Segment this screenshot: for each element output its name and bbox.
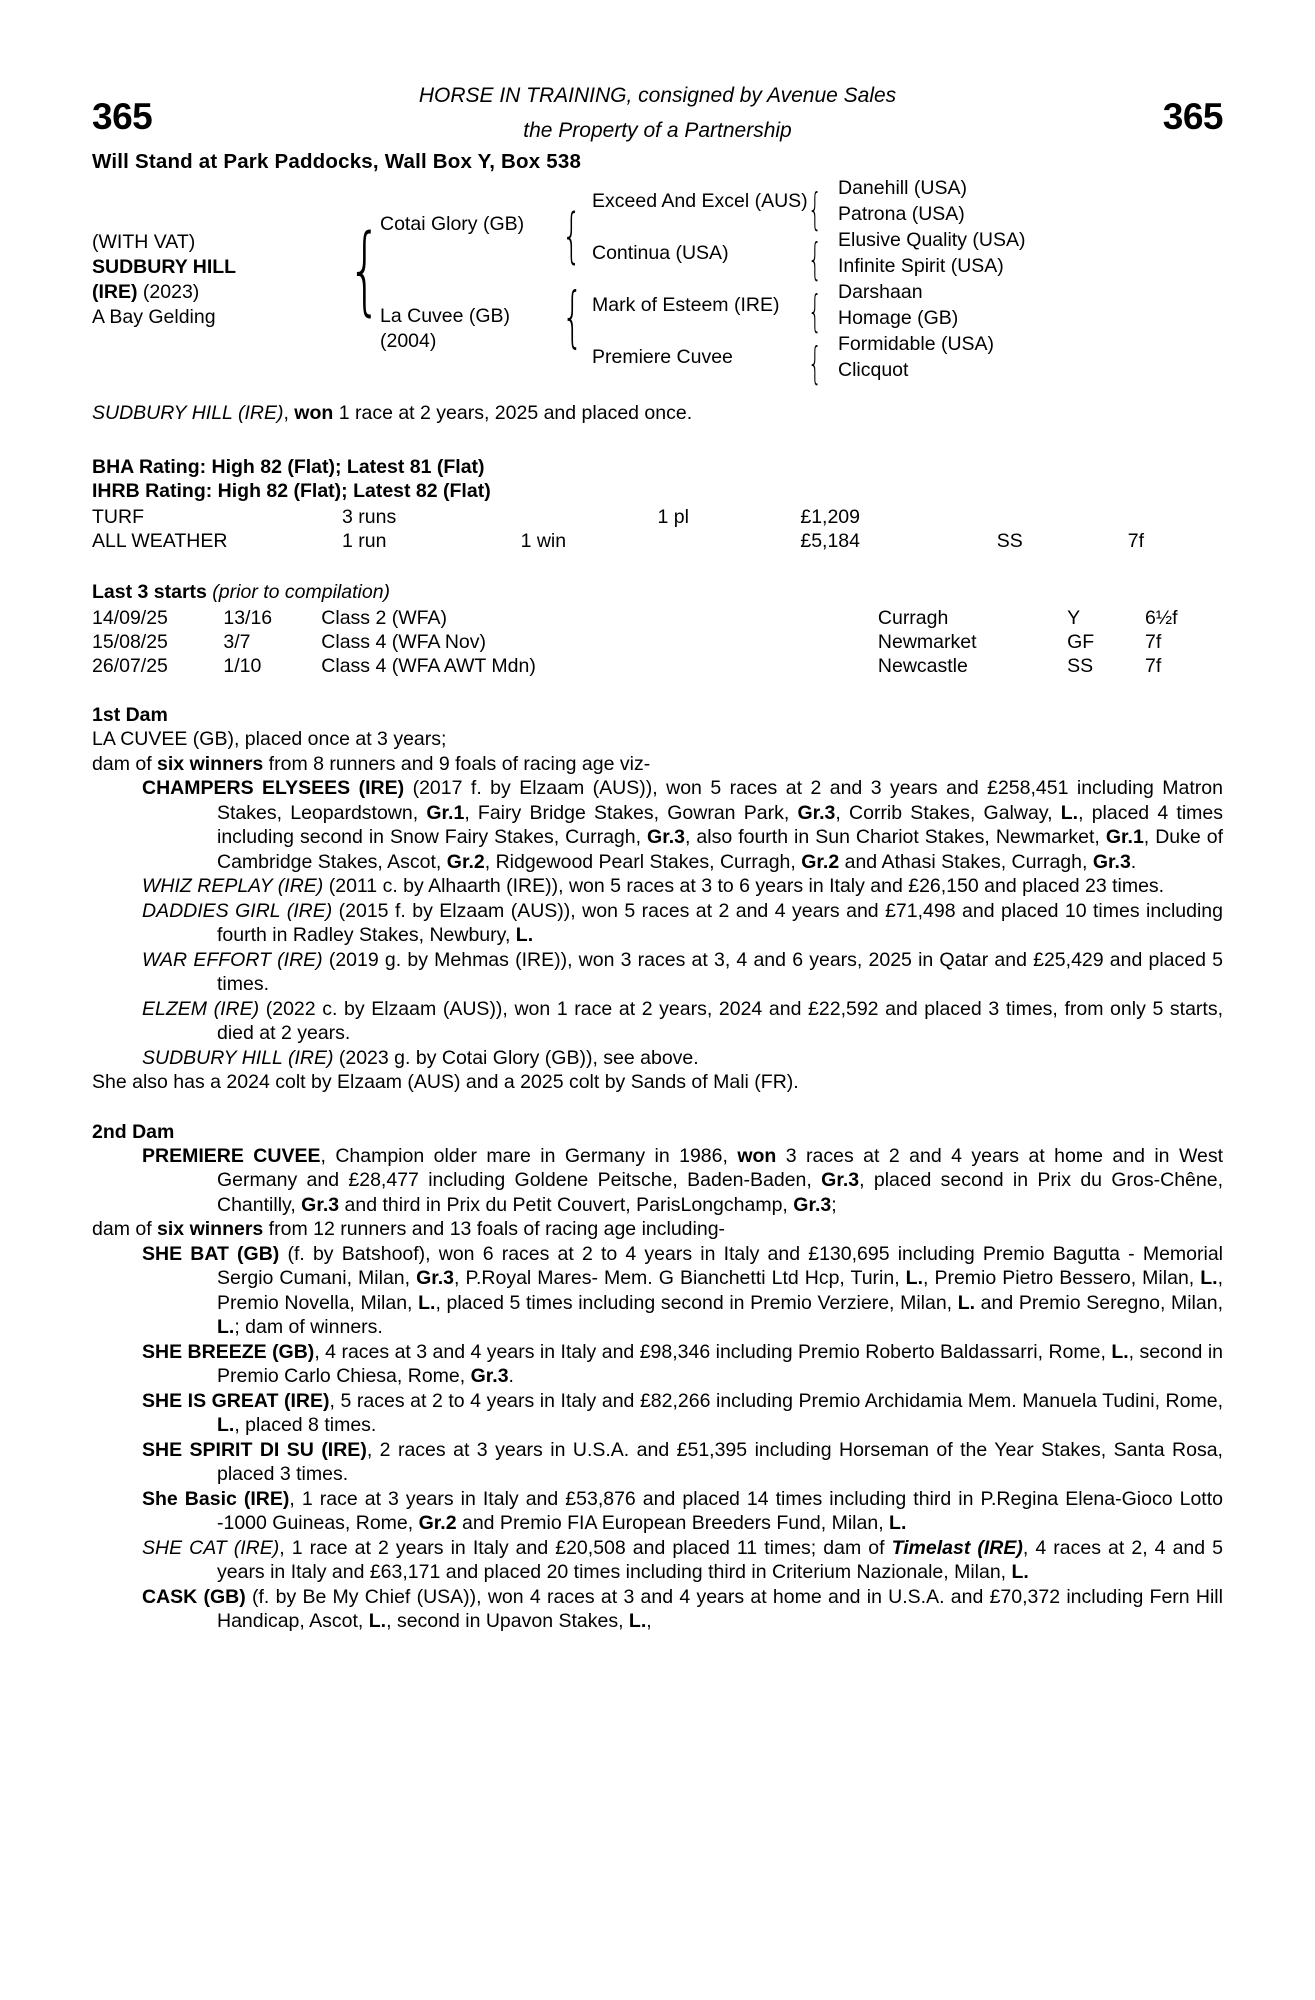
brace-level3-c: { xyxy=(808,286,822,337)
surface-type: TURF xyxy=(92,506,144,528)
progeny-text: (2017 f. by Elzaam (AUS)), won 5 races at 2 and 3 years and £258,451 including Matron Stakes, Leopardstown, Gr.1, Fairy Bridge Stakes, Gowran Park, Gr.3, Corrib Stakes, Galway, L., placed 4 times including second in Snow Fairy Stakes, Curragh, Gr.3, also fourth in Sun Chariot Stakes, Newmarket, Gr.1, Duke of Cambridge Stakes, Ascot, Gr.2, Ridgewood Pearl Stakes, Curragh, Gr.2 and Athasi Stakes, Curragh, Gr.3. xyxy=(217,777,1223,873)
sire-name: Cotai Glory (GB) xyxy=(380,213,525,235)
surface-places xyxy=(657,529,800,553)
second-dam-name: PREMIERE CUVEE xyxy=(142,1144,321,1167)
brace-level3-a: { xyxy=(808,184,822,235)
progeny-name: SHE SPIRIT DI SU (IRE) xyxy=(142,1438,367,1461)
progeny-text: (2023 g. by Cotai Glory (GB)), see above. xyxy=(333,1046,699,1069)
start-course: Newcastle xyxy=(877,655,968,677)
dam-sire: Mark of Esteem (IRE) xyxy=(592,294,780,316)
property-line: the Property of a Partnership xyxy=(523,119,792,142)
progeny-entry xyxy=(142,776,1223,874)
surface-wins: 1 win xyxy=(520,530,567,552)
progeny-entry xyxy=(142,1438,1223,1487)
table-row xyxy=(92,630,1223,654)
progeny-text: (2011 c. by Alhaarth (IRE)), won 5 races at 3 to 6 years in Italy and £26,150 and placed 23 times. xyxy=(323,875,1165,897)
great-granddam-4: Clicquot xyxy=(838,359,909,381)
table-row xyxy=(92,606,1223,630)
progeny-text: (f. by Batshoof), won 6 races at 2 to 4 years in Italy and £130,695 including Premio Bagutta - Memorial Sergio Cumani, Milan, Gr.3, P.Royal Mares- Mem. G Bianchetti Ltd Hcp, Turin, L., Premio Pietro Bessero, Milan, L., Premio Novella, Milan, L., placed 5 times including second in Premio Verziere, Milan, L. and Premio Seregno, Milan, L.; dam of winners. xyxy=(217,1242,1223,1338)
horse-description: A Bay Gelding xyxy=(92,306,216,328)
brace-level3-b: { xyxy=(808,234,822,285)
last-starts-subtitle: (prior to compilation) xyxy=(206,581,391,603)
bha-rating: BHA Rating: High 82 (Flat); Latest 81 (Flat) xyxy=(92,456,485,478)
lot-number-right: 365 xyxy=(1162,96,1223,137)
brace-level1: { xyxy=(348,214,382,326)
dam-dam: Premiere Cuvee xyxy=(592,346,733,368)
surface-earnings: £5,184 xyxy=(800,530,860,552)
dam-of-post: from 12 runners and 13 foals of racing age including- xyxy=(263,1218,726,1240)
race-summary xyxy=(92,402,1223,425)
dam-of-post: from 8 runners and 9 foals of racing age viz- xyxy=(263,752,651,775)
progeny-name: CASK (GB) xyxy=(142,1585,246,1608)
horse-name: SUDBURY HILL xyxy=(92,256,237,278)
progeny-entry xyxy=(142,899,1223,948)
sire-dam: Continua (USA) xyxy=(592,242,729,264)
start-position: 13/16 xyxy=(223,607,273,629)
brace-level2-sire: { xyxy=(562,201,582,271)
progeny-entry xyxy=(142,1046,1223,1071)
start-distance: 6½f xyxy=(1145,607,1178,629)
surface-distance: 7f xyxy=(1127,530,1144,552)
great-grandsire-1: Danehill (USA) xyxy=(838,177,967,199)
first-dam-intro-1: LA CUVEE (GB), placed once at 3 years; xyxy=(92,728,447,750)
start-race: Class 2 (WFA) xyxy=(321,607,447,629)
pedigree-chart xyxy=(92,177,1223,389)
great-granddam-3: Homage (GB) xyxy=(838,307,959,329)
surface-runs: 1 run xyxy=(342,530,387,552)
sire-sire: Exceed And Excel (AUS) xyxy=(592,190,808,212)
dam-name: La Cuvee (GB) xyxy=(380,305,511,327)
first-dam-intro-2 xyxy=(92,752,1223,777)
progeny-entry xyxy=(142,1242,1223,1340)
start-going: Y xyxy=(1067,607,1081,629)
progeny-entry xyxy=(142,1536,1223,1585)
table-row xyxy=(92,654,1223,678)
progeny-name: ELZEM (IRE) xyxy=(142,997,260,1020)
dam-of-count: six winners xyxy=(157,752,264,775)
start-date: 15/08/25 xyxy=(92,631,168,653)
summary-horse-name: SUDBURY HILL (IRE) xyxy=(92,402,284,424)
header-titles xyxy=(92,58,1223,148)
table-row xyxy=(92,505,1223,529)
dam-of-pre: dam of xyxy=(92,752,158,775)
surface-going: SS xyxy=(996,530,1023,552)
horse-year: (2023) xyxy=(142,281,200,303)
progeny-name: She Basic (IRE) xyxy=(142,1487,290,1510)
progeny-text: (2022 c. by Elzaam (AUS)), won 1 race at 2 years, 2024 and £22,592 and placed 3 times, from only 5 starts, died at 2 years. xyxy=(217,997,1223,1044)
surface-wins xyxy=(521,505,658,529)
start-position: 1/10 xyxy=(223,655,262,677)
progeny-text: (2015 f. by Elzaam (AUS)), won 5 races at 2 and 4 years and £71,498 and placed 10 times including fourth in Radley Stakes, Newbury, L. xyxy=(217,899,1223,946)
last-starts-table xyxy=(92,606,1223,678)
table-row xyxy=(92,529,1223,553)
start-race: Class 4 (WFA Nov) xyxy=(321,631,486,653)
progeny-text: , 1 race at 3 years in Italy and £53,876 and placed 14 times including third in P.Regina Elena-Gioco Lotto -1000 Guineas, Rome, Gr.2 and Premio FIA European Breeders Fund, Milan, L. xyxy=(217,1487,1223,1534)
progeny-entry xyxy=(142,1389,1223,1438)
great-grandsire-4: Formidable (USA) xyxy=(838,333,995,355)
surface-distance xyxy=(1128,505,1223,529)
summary-won: won xyxy=(294,402,334,424)
stand-at-line: Will Stand at Park Paddocks, Wall Box Y, Box 538 xyxy=(92,150,582,173)
start-course: Curragh xyxy=(877,607,949,629)
horse-country: (IRE) xyxy=(92,281,138,303)
progeny-name: CHAMPERS ELYSEES (IRE) xyxy=(142,777,405,799)
progeny-name: WHIZ REPLAY (IRE) xyxy=(142,875,324,897)
surface-earnings: £1,209 xyxy=(800,506,860,528)
second-dam-damof xyxy=(92,1217,1223,1242)
progeny-name: SUDBURY HILL (IRE) xyxy=(142,1046,334,1069)
progeny-text: , 1 race at 2 years in Italy and £20,508 and placed 11 times; dam of Timelast (IRE), 4 races at 2, 4 and 5 years in Italy and £63,171 and placed 20 times including third in Criterium Nazionale, Milan, L. xyxy=(217,1536,1224,1583)
dam-of-count: six winners xyxy=(157,1218,264,1240)
page-header xyxy=(92,58,1223,144)
ratings-block xyxy=(92,455,1223,503)
start-race: Class 4 (WFA AWT Mdn) xyxy=(321,655,536,677)
great-grandsire-3: Darshaan xyxy=(838,281,923,303)
start-going: GF xyxy=(1067,631,1095,653)
start-date: 26/07/25 xyxy=(92,655,168,677)
progeny-name: SHE BAT (GB) xyxy=(142,1242,280,1265)
consignor-line: HORSE IN TRAINING, consigned by Avenue Sales xyxy=(418,84,897,107)
start-going: SS xyxy=(1067,655,1094,677)
progeny-text: (2019 g. by Mehmas (IRE)), won 3 races at 3, 4 and 6 years, 2025 in Qatar and £25,429 and placed 5 times. xyxy=(217,948,1223,995)
ihrb-rating: IHRB Rating: High 82 (Flat); Latest 82 (Flat) xyxy=(92,480,491,502)
progeny-text: , 2 races at 3 years in U.S.A. and £51,395 including Horseman of the Year Stakes, Santa Rosa, placed 3 times. xyxy=(217,1438,1223,1485)
progeny-entry xyxy=(142,1585,1223,1634)
last-starts-heading xyxy=(92,581,1223,604)
first-dam-footer: She also has a 2024 colt by Elzaam (AUS) and a 2025 colt by Sands of Mali (FR). xyxy=(92,1071,799,1093)
summary-comma: , xyxy=(283,402,295,424)
progeny-name: DADDIES GIRL (IRE) xyxy=(142,899,333,922)
second-dam-text: , Champion older mare in Germany in 1986, won 3 races at 2 and 4 years at home and in West Germany and £28,477 including Goldene Peitsche, Baden-Baden, Gr.3, placed second in Prix du Gros-Chêne, Chantilly, Gr.3 and third in Prix du Petit Couvert, ParisLongchamp, Gr.3; xyxy=(217,1144,1224,1216)
progeny-text: (f. by Be My Chief (USA)), won 4 races at 3 and 4 years at home and in U.S.A. and £70,372 including Fern Hill Handicap, Ascot, L., second in Upavon Stakes, L., xyxy=(217,1585,1223,1632)
brace-level3-d: { xyxy=(808,338,822,389)
lot-number-left: 365 xyxy=(92,96,153,137)
start-course: Newmarket xyxy=(877,631,977,653)
dam-year: (2004) xyxy=(380,330,437,352)
start-distance: 7f xyxy=(1145,655,1162,677)
great-granddam-2: Infinite Spirit (USA) xyxy=(838,255,1004,277)
dam-of-pre: dam of xyxy=(92,1218,158,1240)
progeny-entry xyxy=(142,1487,1223,1536)
progeny-name: SHE BREEZE (GB) xyxy=(142,1340,315,1363)
progeny-name: SHE CAT (IRE) xyxy=(142,1536,280,1559)
start-date: 14/09/25 xyxy=(92,607,168,629)
vat-note: (WITH VAT) xyxy=(92,231,196,253)
surface-runs: 3 runs xyxy=(342,506,397,528)
last-starts-title: Last 3 starts xyxy=(92,581,207,603)
great-granddam-1: Patrona (USA) xyxy=(838,203,965,225)
progeny-name: SHE IS GREAT (IRE) xyxy=(142,1389,330,1412)
pedigree-subject xyxy=(92,230,322,330)
surface-going xyxy=(997,505,1128,529)
progeny-text: , 5 races at 2 to 4 years in Italy and £82,266 including Premio Archidamia Mem. Manuela Tudini, Rome, L., placed 8 times. xyxy=(217,1389,1223,1436)
great-grandsire-2: Elusive Quality (USA) xyxy=(838,229,1026,251)
first-dam-heading: 1st Dam xyxy=(92,704,168,726)
surface-type: ALL WEATHER xyxy=(92,530,228,552)
progeny-name: WAR EFFORT (IRE) xyxy=(142,948,323,971)
start-position: 3/7 xyxy=(223,631,251,653)
summary-rest: 1 race at 2 years, 2025 and placed once. xyxy=(333,402,693,424)
progeny-entry xyxy=(142,948,1223,997)
progeny-text: , 4 races at 3 and 4 years in Italy and £98,346 including Premio Roberto Baldassarri, Rome, L., second in Premio Carlo Chiesa, Rome, Gr.3. xyxy=(217,1340,1224,1387)
start-distance: 7f xyxy=(1145,631,1162,653)
second-dam-heading: 2nd Dam xyxy=(92,1120,175,1143)
second-dam-intro xyxy=(142,1144,1223,1218)
progeny-entry xyxy=(142,1340,1223,1389)
progeny-entry xyxy=(142,874,1223,899)
surface-places: 1 pl xyxy=(657,506,689,528)
brace-level2-dam: { xyxy=(562,278,583,355)
surface-stats-table xyxy=(92,505,1223,553)
progeny-entry xyxy=(142,997,1223,1046)
